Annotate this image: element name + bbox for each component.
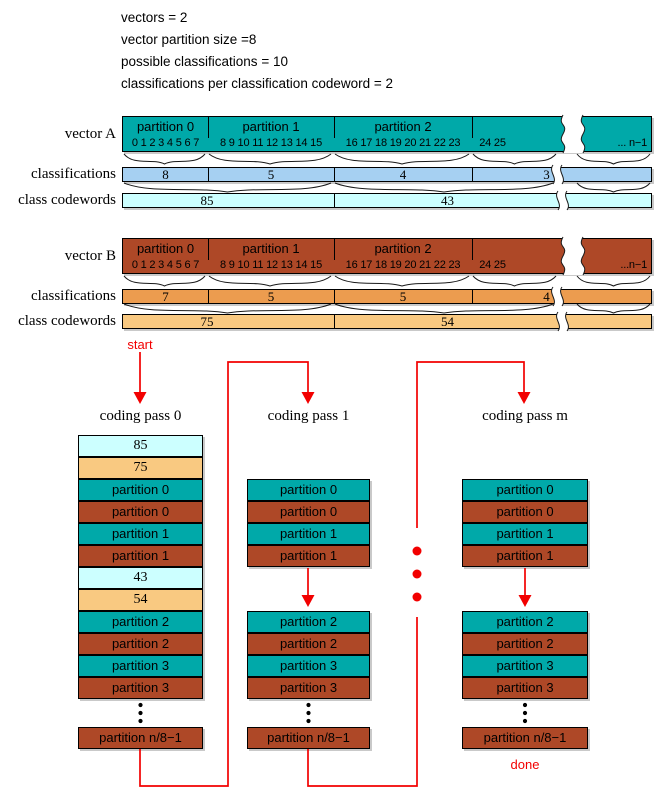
column-ellipsis-dot <box>523 719 527 723</box>
pass-box: partition 0 <box>462 501 588 523</box>
pass-box: partition 3 <box>247 655 370 677</box>
pass-box: partition 0 <box>78 501 203 523</box>
vector-a-codewords-label: class codewords <box>18 192 116 208</box>
column-ellipsis-dot <box>306 711 310 715</box>
column-ellipsis-dot <box>306 719 310 723</box>
arrowhead <box>518 392 531 404</box>
classification-value: 8 <box>162 167 169 182</box>
bar-index-group: 16 17 18 19 20 21 22 23 <box>345 137 461 149</box>
pass-box: partition 1 <box>462 523 588 545</box>
bar-index-group: 0 1 2 3 4 5 6 7 <box>131 259 200 271</box>
brace <box>209 276 331 286</box>
classification-value: 5 <box>267 289 275 304</box>
pass-box: partition n/8−1 <box>78 727 203 749</box>
brace <box>124 276 205 286</box>
param-line-partition-size: vector partition size =8 <box>121 32 257 47</box>
pass-ellipsis-dot <box>413 570 422 579</box>
pass-box: partition 3 <box>247 677 370 699</box>
vector_a-codewords-row <box>122 193 652 208</box>
column-ellipsis-dot <box>138 711 142 715</box>
codeword-value: 54 <box>441 314 454 329</box>
pass-box: 85 <box>78 435 203 457</box>
arrowhead <box>519 595 532 607</box>
coding-pass-label: coding pass 0 <box>99 408 182 424</box>
pass-box: partition 1 <box>247 523 370 545</box>
vector-b-codewords-label: class codewords <box>18 313 116 329</box>
vector-a-classifications-label: classifications <box>31 166 116 182</box>
brace <box>335 154 469 164</box>
vector-b-label: vector B <box>64 248 116 264</box>
brace <box>577 154 650 164</box>
column-ellipsis-dot <box>523 711 527 715</box>
vector_b-codewords-row <box>122 314 652 329</box>
brace <box>124 304 331 313</box>
bar-tail-label: ... n−1 <box>617 137 647 149</box>
partition-segment-label: partition 0 <box>136 241 195 256</box>
param-line-vectors: vectors = 2 <box>121 10 188 25</box>
classification-value: 4 <box>399 167 407 182</box>
brace <box>577 183 650 192</box>
done-label: done <box>510 757 540 772</box>
pass-box: partition 2 <box>462 611 588 633</box>
param-line-classifications: possible classifications = 10 <box>121 54 288 69</box>
pass-box: partition 2 <box>462 633 588 655</box>
brace <box>577 276 650 286</box>
pass-box: partition n/8−1 <box>247 727 370 749</box>
classification-value: 3 <box>543 167 550 182</box>
pass-box: partition 2 <box>247 611 370 633</box>
bar-index-group: 0 1 2 3 4 5 6 7 <box>131 137 200 149</box>
pass-box: partition 0 <box>247 501 370 523</box>
brace <box>473 276 556 286</box>
codeword-value: 75 <box>200 314 214 329</box>
pass-box: partition 2 <box>78 633 203 655</box>
bar-index-group: 8 9 10 11 12 13 14 15 <box>219 137 323 149</box>
pass-ellipsis-dot <box>413 593 422 602</box>
pass-box: partition 1 <box>247 545 370 567</box>
vector_a-classifications-row <box>122 167 652 182</box>
pass-box: partition n/8−1 <box>462 727 588 749</box>
column-ellipsis-dot <box>138 703 142 707</box>
arrowhead <box>302 595 315 607</box>
vector_b-classifications-row <box>122 289 652 304</box>
pass-box: partition 1 <box>78 523 203 545</box>
brace <box>577 304 650 313</box>
pass-box: partition 0 <box>247 479 370 501</box>
pass-box: partition 2 <box>247 633 370 655</box>
codeword-value: 43 <box>441 193 454 208</box>
brace <box>124 154 205 164</box>
bar-index-group: 8 9 10 11 12 13 14 15 <box>219 259 323 271</box>
partition-segment-label: partition 0 <box>136 119 195 134</box>
partition-segment-label: partition 2 <box>374 241 432 256</box>
coding-pass-label: coding pass 1 <box>267 408 350 424</box>
vector-b-classifications-label: classifications <box>31 288 116 304</box>
column-ellipsis-dot <box>306 703 310 707</box>
codeword-value: 85 <box>200 193 214 208</box>
pass-box: partition 3 <box>462 677 588 699</box>
bar-segment-divider <box>208 239 209 260</box>
bar-segment-divider <box>208 117 209 138</box>
param-line-per-codeword: classifications per classification codeword = 2 <box>121 76 394 91</box>
bar-index-group: 16 17 18 19 20 21 22 23 <box>345 259 461 271</box>
brace <box>473 154 556 164</box>
pass-box: partition 1 <box>78 545 203 567</box>
arrowhead <box>134 392 147 404</box>
bar-tail-label: ...n−1 <box>620 259 647 271</box>
brace <box>335 304 553 313</box>
partition-segment-label: partition 2 <box>374 119 432 134</box>
classification-value: 5 <box>399 289 407 304</box>
classification-value: 7 <box>162 289 169 304</box>
classification-value: 4 <box>543 289 550 304</box>
pass-ellipsis-dot <box>413 547 422 556</box>
pass-box: partition 2 <box>78 611 203 633</box>
brace <box>209 154 331 164</box>
pass-box: partition 0 <box>462 479 588 501</box>
vector-a-label: vector A <box>64 126 116 142</box>
pass-box: partition 3 <box>462 655 588 677</box>
coding-pass-label: coding pass m <box>482 408 568 424</box>
brace <box>335 276 469 286</box>
start-label: start <box>127 337 153 352</box>
arrowhead <box>302 392 315 404</box>
column-ellipsis-dot <box>523 703 527 707</box>
pass-box: partition 0 <box>78 479 203 501</box>
bar-segment-divider <box>334 239 335 260</box>
pass-box: partition 3 <box>78 677 203 699</box>
classification-value: 5 <box>267 167 275 182</box>
bar-segment-divider <box>334 117 335 138</box>
brace <box>124 183 331 192</box>
partition-segment-label: partition 1 <box>242 119 300 134</box>
pass-box: partition 1 <box>462 545 588 567</box>
bar-segment-divider <box>472 117 473 138</box>
partition-segment-label: partition 1 <box>242 241 300 256</box>
vector_b-bar <box>122 238 652 274</box>
pass-box: partition 3 <box>78 655 203 677</box>
vector_a-bar <box>122 116 652 152</box>
pass-box: 43 <box>78 567 203 589</box>
bar-index-group: 24 25 <box>479 259 506 271</box>
pass-box: 75 <box>78 457 203 479</box>
column-ellipsis-dot <box>138 719 142 723</box>
bar-index-group: 24 25 <box>479 137 506 149</box>
brace <box>335 183 553 192</box>
pass-box: 54 <box>78 589 203 611</box>
bar-segment-divider <box>472 239 473 260</box>
